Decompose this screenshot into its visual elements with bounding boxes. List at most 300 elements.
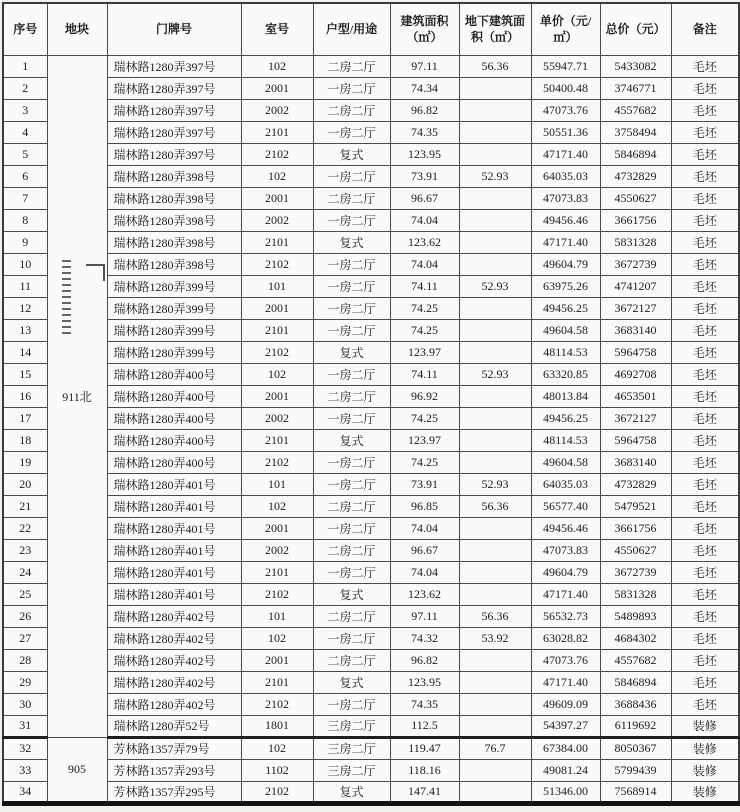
cell-total-price: 5964758	[600, 341, 671, 363]
cell-serial: 20	[3, 473, 47, 495]
cell-remark: 毛坯	[671, 121, 739, 143]
table-row	[3, 55, 739, 77]
cell-serial: 13	[3, 319, 47, 341]
cell-basement-area	[459, 671, 531, 693]
cell-total-price: 4732829	[600, 473, 671, 495]
cell-serial: 27	[3, 627, 47, 649]
cell-basement-area: 56.36	[459, 605, 531, 627]
cell-serial: 16	[3, 385, 47, 407]
cell-address: 瑞林路1280弄398号	[107, 209, 241, 231]
cell-unit-price: 64035.03	[531, 165, 600, 187]
cell-room: 2101	[241, 671, 313, 693]
cell-unit-type: 一房二厅	[313, 275, 390, 297]
cell-floor-area: 119.47	[390, 737, 459, 759]
cell-unit-price: 56532.73	[531, 605, 600, 627]
table-row	[3, 649, 739, 671]
cell-unit-type: 一房二厅	[313, 561, 390, 583]
cell-unit-price: 63975.26	[531, 275, 600, 297]
cell-remark: 毛坯	[671, 99, 739, 121]
cell-basement-area	[459, 209, 531, 231]
cell-room: 2001	[241, 77, 313, 99]
cell-basement-area	[459, 319, 531, 341]
cell-unit-type: 一房二厅	[313, 517, 390, 539]
cell-remark: 装修	[671, 715, 739, 737]
cell-basement-area	[459, 715, 531, 737]
cell-basement-area	[459, 451, 531, 473]
table-row	[3, 693, 739, 715]
cell-serial: 34	[3, 781, 47, 804]
cell-floor-area: 96.82	[390, 649, 459, 671]
cell-remark: 毛坯	[671, 297, 739, 319]
cell-basement-area	[459, 121, 531, 143]
cell-remark: 毛坯	[671, 495, 739, 517]
cell-room: 102	[241, 165, 313, 187]
cell-address: 瑞林路1280弄401号	[107, 561, 241, 583]
cell-serial: 3	[3, 99, 47, 121]
cell-total-price: 3746771	[600, 77, 671, 99]
cell-floor-area: 123.95	[390, 143, 459, 165]
cell-remark: 毛坯	[671, 187, 739, 209]
cell-basement-area	[459, 561, 531, 583]
cell-address: 瑞林路1280弄402号	[107, 671, 241, 693]
cell-floor-area: 123.62	[390, 231, 459, 253]
table-row	[3, 671, 739, 693]
cell-floor-area: 96.67	[390, 539, 459, 561]
table-row	[3, 517, 739, 539]
cell-room: 101	[241, 605, 313, 627]
cell-address: 瑞林路1280弄402号	[107, 649, 241, 671]
table-row	[3, 297, 739, 319]
cell-floor-area: 123.97	[390, 429, 459, 451]
cell-unit-type: 一房二厅	[313, 209, 390, 231]
cell-unit-type: 复式	[313, 341, 390, 363]
cell-address: 瑞林路1280弄397号	[107, 77, 241, 99]
cell-total-price: 3661756	[600, 517, 671, 539]
cell-unit-price: 49609.09	[531, 693, 600, 715]
cell-unit-price: 49604.79	[531, 253, 600, 275]
cell-room: 2002	[241, 99, 313, 121]
cell-serial: 31	[3, 715, 47, 737]
cell-address: 瑞林路1280弄400号	[107, 451, 241, 473]
cell-serial: 33	[3, 759, 47, 781]
header-plot: 地块	[47, 3, 107, 55]
table-body	[3, 55, 739, 804]
cell-remark: 毛坯	[671, 319, 739, 341]
cell-remark: 毛坯	[671, 561, 739, 583]
cell-unit-price: 47073.83	[531, 539, 600, 561]
cell-address: 瑞林路1280弄399号	[107, 297, 241, 319]
cell-total-price: 3688436	[600, 693, 671, 715]
cell-total-price: 4557682	[600, 649, 671, 671]
cell-basement-area	[459, 77, 531, 99]
cell-unit-type: 一房二厅	[313, 473, 390, 495]
cell-room: 102	[241, 627, 313, 649]
cell-floor-area: 96.67	[390, 187, 459, 209]
cell-unit-price: 48013.84	[531, 385, 600, 407]
cell-address: 瑞林路1280弄402号	[107, 693, 241, 715]
cell-serial: 18	[3, 429, 47, 451]
cell-serial: 5	[3, 143, 47, 165]
cell-room: 2002	[241, 407, 313, 429]
cell-serial: 10	[3, 253, 47, 275]
cell-unit-price: 49604.58	[531, 319, 600, 341]
cell-total-price: 5799439	[600, 759, 671, 781]
cell-room: 2102	[241, 693, 313, 715]
header-unit-type: 户型/用途	[313, 3, 390, 55]
cell-unit-price: 48114.53	[531, 429, 600, 451]
cell-total-price: 3672127	[600, 297, 671, 319]
cell-serial: 19	[3, 451, 47, 473]
cell-room: 101	[241, 275, 313, 297]
cell-unit-type: 一房二厅	[313, 451, 390, 473]
cell-address: 瑞林路1280弄398号	[107, 165, 241, 187]
cell-total-price: 3672739	[600, 253, 671, 275]
cell-basement-area	[459, 99, 531, 121]
table-row	[3, 429, 739, 451]
table-row	[3, 715, 739, 737]
cell-remark: 毛坯	[671, 275, 739, 297]
header-address: 门牌号	[107, 3, 241, 55]
cell-room: 2101	[241, 121, 313, 143]
cell-unit-price: 49456.46	[531, 209, 600, 231]
table-row	[3, 99, 739, 121]
cell-total-price: 6119692	[600, 715, 671, 737]
cell-unit-type: 三房二厅	[313, 737, 390, 759]
cell-basement-area	[459, 517, 531, 539]
cell-remark: 毛坯	[671, 517, 739, 539]
cell-room: 2102	[241, 253, 313, 275]
cell-room: 2101	[241, 429, 313, 451]
cell-floor-area: 147.41	[390, 781, 459, 804]
cell-serial: 6	[3, 165, 47, 187]
cell-unit-type: 一房二厅	[313, 627, 390, 649]
cell-total-price: 5846894	[600, 143, 671, 165]
cell-floor-area: 74.25	[390, 451, 459, 473]
cell-unit-type: 一房二厅	[313, 407, 390, 429]
cell-unit-type: 一房二厅	[313, 253, 390, 275]
cell-remark: 毛坯	[671, 385, 739, 407]
cell-total-price: 3672739	[600, 561, 671, 583]
table-row	[3, 759, 739, 781]
table-row	[3, 187, 739, 209]
cell-basement-area: 56.36	[459, 55, 531, 77]
cell-total-price: 3672127	[600, 407, 671, 429]
cell-address: 瑞林路1280弄401号	[107, 517, 241, 539]
table-row	[3, 77, 739, 99]
cell-unit-price: 49456.25	[531, 407, 600, 429]
cell-unit-type: 二房二厅	[313, 495, 390, 517]
cell-serial: 17	[3, 407, 47, 429]
cell-basement-area	[459, 781, 531, 804]
cell-floor-area: 74.04	[390, 209, 459, 231]
cell-total-price: 4684302	[600, 627, 671, 649]
cell-basement-area: 52.93	[459, 473, 531, 495]
cell-unit-type: 三房二厅	[313, 759, 390, 781]
cell-unit-price: 51346.00	[531, 781, 600, 804]
table-row	[3, 363, 739, 385]
cell-address: 瑞林路1280弄52号	[107, 715, 241, 737]
cell-address: 瑞林路1280弄400号	[107, 385, 241, 407]
cell-unit-price: 47171.40	[531, 671, 600, 693]
cell-address: 芳林路1357弄79号	[107, 737, 241, 759]
cell-total-price: 3661756	[600, 209, 671, 231]
cell-total-price: 7568914	[600, 781, 671, 804]
cell-total-price: 3683140	[600, 451, 671, 473]
cell-unit-price: 63028.82	[531, 627, 600, 649]
cell-serial: 21	[3, 495, 47, 517]
cell-unit-type: 复式	[313, 781, 390, 804]
cell-room: 102	[241, 55, 313, 77]
cell-floor-area: 74.04	[390, 517, 459, 539]
cell-room: 2002	[241, 209, 313, 231]
cell-floor-area: 74.35	[390, 693, 459, 715]
cell-basement-area: 52.93	[459, 165, 531, 187]
cell-unit-price: 47171.40	[531, 231, 600, 253]
header-room: 室号	[241, 3, 313, 55]
cell-basement-area	[459, 693, 531, 715]
table-row	[3, 319, 739, 341]
cell-remark: 毛坯	[671, 671, 739, 693]
cell-floor-area: 97.11	[390, 55, 459, 77]
cell-basement-area	[459, 649, 531, 671]
cell-total-price: 5433082	[600, 55, 671, 77]
cell-serial: 7	[3, 187, 47, 209]
cell-remark: 毛坯	[671, 539, 739, 561]
cell-serial: 29	[3, 671, 47, 693]
cell-floor-area: 112.5	[390, 715, 459, 737]
cell-basement-area	[459, 231, 531, 253]
cell-floor-area: 73.91	[390, 473, 459, 495]
cell-remark: 毛坯	[671, 583, 739, 605]
table-row	[3, 539, 739, 561]
cell-floor-area: 123.62	[390, 583, 459, 605]
cell-floor-area: 96.85	[390, 495, 459, 517]
cell-room: 102	[241, 363, 313, 385]
cell-serial: 28	[3, 649, 47, 671]
cell-total-price: 4550627	[600, 539, 671, 561]
cell-total-price: 5489893	[600, 605, 671, 627]
cell-unit-type: 一房二厅	[313, 363, 390, 385]
header-floor-area: 建筑面积（㎡）	[390, 3, 459, 55]
cell-floor-area: 74.32	[390, 627, 459, 649]
cell-room: 2001	[241, 187, 313, 209]
table-row	[3, 231, 739, 253]
cell-basement-area: 53.92	[459, 627, 531, 649]
cell-remark: 毛坯	[671, 429, 739, 451]
cell-basement-area	[459, 297, 531, 319]
cell-unit-type: 一房二厅	[313, 693, 390, 715]
header-unit-price: 单价（元/㎡）	[531, 3, 600, 55]
cell-floor-area: 74.25	[390, 319, 459, 341]
cell-remark: 毛坯	[671, 363, 739, 385]
cell-unit-price: 49604.79	[531, 561, 600, 583]
cell-unit-price: 49604.58	[531, 451, 600, 473]
cell-unit-type: 一房二厅	[313, 77, 390, 99]
cell-total-price: 5846894	[600, 671, 671, 693]
cell-remark: 毛坯	[671, 165, 739, 187]
cell-floor-area: 74.35	[390, 121, 459, 143]
table-row	[3, 341, 739, 363]
table-row	[3, 583, 739, 605]
cell-address: 瑞林路1280弄400号	[107, 363, 241, 385]
cell-remark: 装修	[671, 781, 739, 804]
cell-plot: 911北	[47, 55, 107, 737]
cell-address: 瑞林路1280弄399号	[107, 319, 241, 341]
cell-plot: 905	[47, 737, 107, 804]
cell-remark: 毛坯	[671, 473, 739, 495]
cell-room: 1801	[241, 715, 313, 737]
cell-unit-price: 63320.85	[531, 363, 600, 385]
cell-serial: 30	[3, 693, 47, 715]
cell-total-price: 5479521	[600, 495, 671, 517]
cell-floor-area: 118.16	[390, 759, 459, 781]
table-row	[3, 561, 739, 583]
cell-unit-type: 二房二厅	[313, 649, 390, 671]
cell-serial: 4	[3, 121, 47, 143]
cell-unit-type: 复式	[313, 143, 390, 165]
cell-basement-area: 52.93	[459, 275, 531, 297]
cell-unit-type: 二房二厅	[313, 539, 390, 561]
cell-total-price: 5964758	[600, 429, 671, 451]
cell-address: 瑞林路1280弄397号	[107, 121, 241, 143]
cell-remark: 毛坯	[671, 341, 739, 363]
cell-floor-area: 74.04	[390, 253, 459, 275]
cell-serial: 8	[3, 209, 47, 231]
cell-floor-area: 96.92	[390, 385, 459, 407]
cell-serial: 1	[3, 55, 47, 77]
cell-room: 102	[241, 737, 313, 759]
cell-unit-type: 二房二厅	[313, 605, 390, 627]
cell-floor-area: 96.82	[390, 99, 459, 121]
table-row	[3, 781, 739, 804]
header-basement-area: 地下建筑面积（㎡）	[459, 3, 531, 55]
cell-unit-price: 50551.36	[531, 121, 600, 143]
cell-total-price: 4550627	[600, 187, 671, 209]
cell-room: 2002	[241, 539, 313, 561]
cell-address: 瑞林路1280弄402号	[107, 627, 241, 649]
table-row	[3, 473, 739, 495]
cell-total-price: 3758494	[600, 121, 671, 143]
cell-unit-type: 一房二厅	[313, 297, 390, 319]
cell-room: 2101	[241, 319, 313, 341]
cell-room: 101	[241, 473, 313, 495]
cell-remark: 毛坯	[671, 231, 739, 253]
cell-remark: 毛坯	[671, 627, 739, 649]
cell-floor-area: 73.91	[390, 165, 459, 187]
cell-basement-area: 76.7	[459, 737, 531, 759]
cell-unit-type: 一房二厅	[313, 165, 390, 187]
cell-address: 瑞林路1280弄399号	[107, 275, 241, 297]
cell-unit-price: 47073.83	[531, 187, 600, 209]
cell-room: 2102	[241, 451, 313, 473]
cell-serial: 22	[3, 517, 47, 539]
cell-unit-type: 复式	[313, 671, 390, 693]
cell-remark: 毛坯	[671, 253, 739, 275]
cell-basement-area	[459, 759, 531, 781]
cell-unit-type: 二房二厅	[313, 99, 390, 121]
table-header	[3, 3, 739, 55]
table-row	[3, 143, 739, 165]
table-row	[3, 253, 739, 275]
cell-serial: 12	[3, 297, 47, 319]
cell-remark: 毛坯	[671, 649, 739, 671]
cell-basement-area	[459, 539, 531, 561]
cell-serial: 26	[3, 605, 47, 627]
cell-basement-area	[459, 385, 531, 407]
cell-address: 瑞林路1280弄401号	[107, 495, 241, 517]
cell-unit-price: 64035.03	[531, 473, 600, 495]
cell-address: 芳林路1357弄293号	[107, 759, 241, 781]
cell-floor-area: 123.95	[390, 671, 459, 693]
table-row	[3, 385, 739, 407]
cell-basement-area: 52.93	[459, 363, 531, 385]
cell-total-price: 4732829	[600, 165, 671, 187]
cell-floor-area: 74.11	[390, 363, 459, 385]
cell-address: 芳林路1357弄295号	[107, 781, 241, 804]
cell-unit-type: 二房二厅	[313, 55, 390, 77]
cell-floor-area: 74.25	[390, 407, 459, 429]
cell-address: 瑞林路1280弄397号	[107, 55, 241, 77]
cell-unit-price: 49081.24	[531, 759, 600, 781]
cell-unit-type: 复式	[313, 583, 390, 605]
cell-basement-area	[459, 583, 531, 605]
cell-room: 2101	[241, 561, 313, 583]
cell-unit-price: 49456.46	[531, 517, 600, 539]
cell-unit-type: 一房二厅	[313, 319, 390, 341]
header-row	[3, 3, 739, 55]
cell-room: 2001	[241, 517, 313, 539]
cell-room: 2102	[241, 781, 313, 804]
cell-floor-area: 74.04	[390, 561, 459, 583]
cell-room: 2001	[241, 385, 313, 407]
cell-remark: 毛坯	[671, 77, 739, 99]
cell-remark: 毛坯	[671, 451, 739, 473]
cell-total-price: 4692708	[600, 363, 671, 385]
cell-basement-area	[459, 143, 531, 165]
cell-unit-price: 55947.71	[531, 55, 600, 77]
cell-remark: 毛坯	[671, 55, 739, 77]
cell-address: 瑞林路1280弄397号	[107, 143, 241, 165]
table-row	[3, 209, 739, 231]
cell-serial: 23	[3, 539, 47, 561]
cell-floor-area: 97.11	[390, 605, 459, 627]
cell-total-price: 5831328	[600, 231, 671, 253]
table-row	[3, 407, 739, 429]
cell-unit-price: 47171.40	[531, 583, 600, 605]
cell-unit-type: 二房二厅	[313, 385, 390, 407]
table-row	[3, 165, 739, 187]
cell-serial: 11	[3, 275, 47, 297]
cell-unit-price: 67384.00	[531, 737, 600, 759]
cell-total-price: 8050367	[600, 737, 671, 759]
cell-unit-price: 47171.40	[531, 143, 600, 165]
cell-total-price: 4741207	[600, 275, 671, 297]
cell-address: 瑞林路1280弄402号	[107, 605, 241, 627]
cell-remark: 装修	[671, 759, 739, 781]
table-row	[3, 737, 739, 759]
table-row	[3, 451, 739, 473]
cell-floor-area: 123.97	[390, 341, 459, 363]
cell-remark: 毛坯	[671, 693, 739, 715]
cell-address: 瑞林路1280弄401号	[107, 473, 241, 495]
cell-unit-type: 复式	[313, 429, 390, 451]
cell-basement-area	[459, 407, 531, 429]
cell-unit-price: 49456.25	[531, 297, 600, 319]
cell-basement-area	[459, 253, 531, 275]
cell-unit-type: 一房二厅	[313, 121, 390, 143]
cell-remark: 毛坯	[671, 143, 739, 165]
cell-floor-area: 74.25	[390, 297, 459, 319]
